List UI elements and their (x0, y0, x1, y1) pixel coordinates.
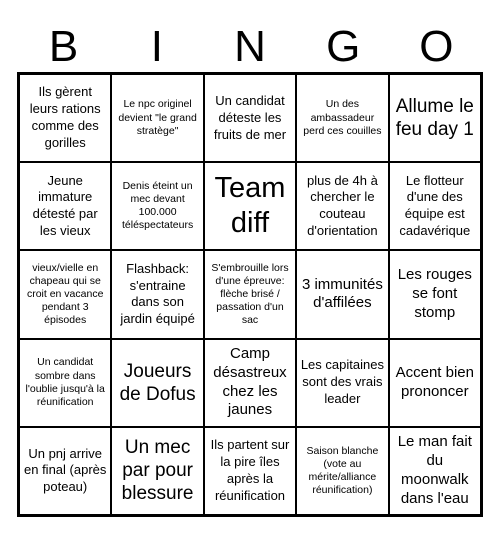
bingo-cell[interactable] (111, 339, 203, 427)
cell-text: Ils gèrent leurs rations comme des gorilles (29, 84, 101, 150)
bingo-cell[interactable] (296, 74, 388, 162)
cell-text: Un pnj arrive en final (après poteau) (24, 445, 107, 495)
bingo-cell[interactable] (111, 250, 203, 338)
bingo-cell[interactable] (19, 427, 111, 515)
cell-text: Le flotteur d'une des équipe est cadavérique (399, 172, 471, 239)
cell-text: vieux/vielle en chapeau qui se croit en vacance pendant 3 épisodes (26, 261, 104, 327)
bingo-cell[interactable] (19, 162, 111, 250)
bingo-cell[interactable] (111, 74, 203, 162)
bingo-cell[interactable] (296, 162, 388, 250)
cell-text: Les capitaines sont des vrais leader (300, 357, 384, 407)
cell-text: S'embrouille lors d'une épreuve: flèche brisé / passation d'un sac (211, 261, 289, 327)
bingo-cell[interactable] (111, 162, 203, 250)
cell-text: Joueurs de Dofus (119, 360, 196, 405)
cell-text: Un des ambassadeur perd ces couilles (303, 98, 382, 137)
cell-text: Flashback: s'entraine dans son jardin équipé (120, 260, 195, 327)
cell-text: Un candidat déteste les fruits de mer (213, 92, 287, 142)
bingo-cell[interactable] (296, 339, 388, 427)
cell-text: Les rouges se font stomp (397, 266, 472, 321)
cell-text: Ils partent sur la pire îles après la réunification (210, 437, 290, 503)
cell-text: Un candidat sombre dans l'oublie jusqu'à la réunification (25, 356, 105, 408)
cell-text: Saison blanche (vote au mérite/alliance réunification) (306, 444, 379, 497)
bingo-cell[interactable] (204, 250, 296, 338)
bingo-cell[interactable] (389, 339, 481, 427)
bingo-cell[interactable] (19, 74, 111, 162)
header-letter-b: B (48, 22, 79, 71)
cell-text: Le npc originel devient "le grand stratège" (118, 98, 197, 137)
header-letter-o: O (419, 22, 454, 71)
bingo-cell[interactable] (204, 339, 296, 427)
bingo-cell[interactable] (389, 427, 481, 515)
cell-text: Le man fait du moonwalk dans l'eau (397, 433, 472, 507)
cell-text: Denis éteint un mec devant 100.000 téléspectateurs (121, 180, 194, 232)
header-letter-g: G (326, 22, 361, 71)
bingo-cell[interactable] (204, 427, 296, 515)
cell-text: Jeune immature détesté par les vieux (32, 172, 98, 239)
bingo-cell[interactable] (19, 250, 111, 338)
cell-text: Team diff (214, 172, 286, 240)
cell-text: Un mec par pour blessure (121, 437, 194, 505)
cell-text: plus de 4h à chercher le couteau d'orientation (306, 172, 378, 239)
bingo-cell[interactable] (296, 250, 388, 338)
bingo-header (17, 22, 483, 72)
bingo-cell[interactable] (389, 74, 481, 162)
bingo-cell[interactable] (204, 74, 296, 162)
bingo-cell[interactable] (389, 162, 481, 250)
cell-text: Camp désastreux chez les jaunes (213, 345, 287, 419)
bingo-cell[interactable] (111, 427, 203, 515)
bingo-cell[interactable] (296, 427, 388, 515)
header-letter-n: N (234, 22, 266, 71)
bingo-cell[interactable] (204, 162, 296, 250)
cell-text: Allume le feu day 1 (395, 95, 474, 141)
header-letter-i: I (150, 22, 163, 71)
cell-text: Accent bien prononcer (395, 363, 474, 400)
bingo-cell[interactable] (19, 339, 111, 427)
cell-text: 3 immunités d'affilées (301, 275, 383, 312)
bingo-cell[interactable] (389, 250, 481, 338)
bingo-grid (17, 72, 483, 517)
